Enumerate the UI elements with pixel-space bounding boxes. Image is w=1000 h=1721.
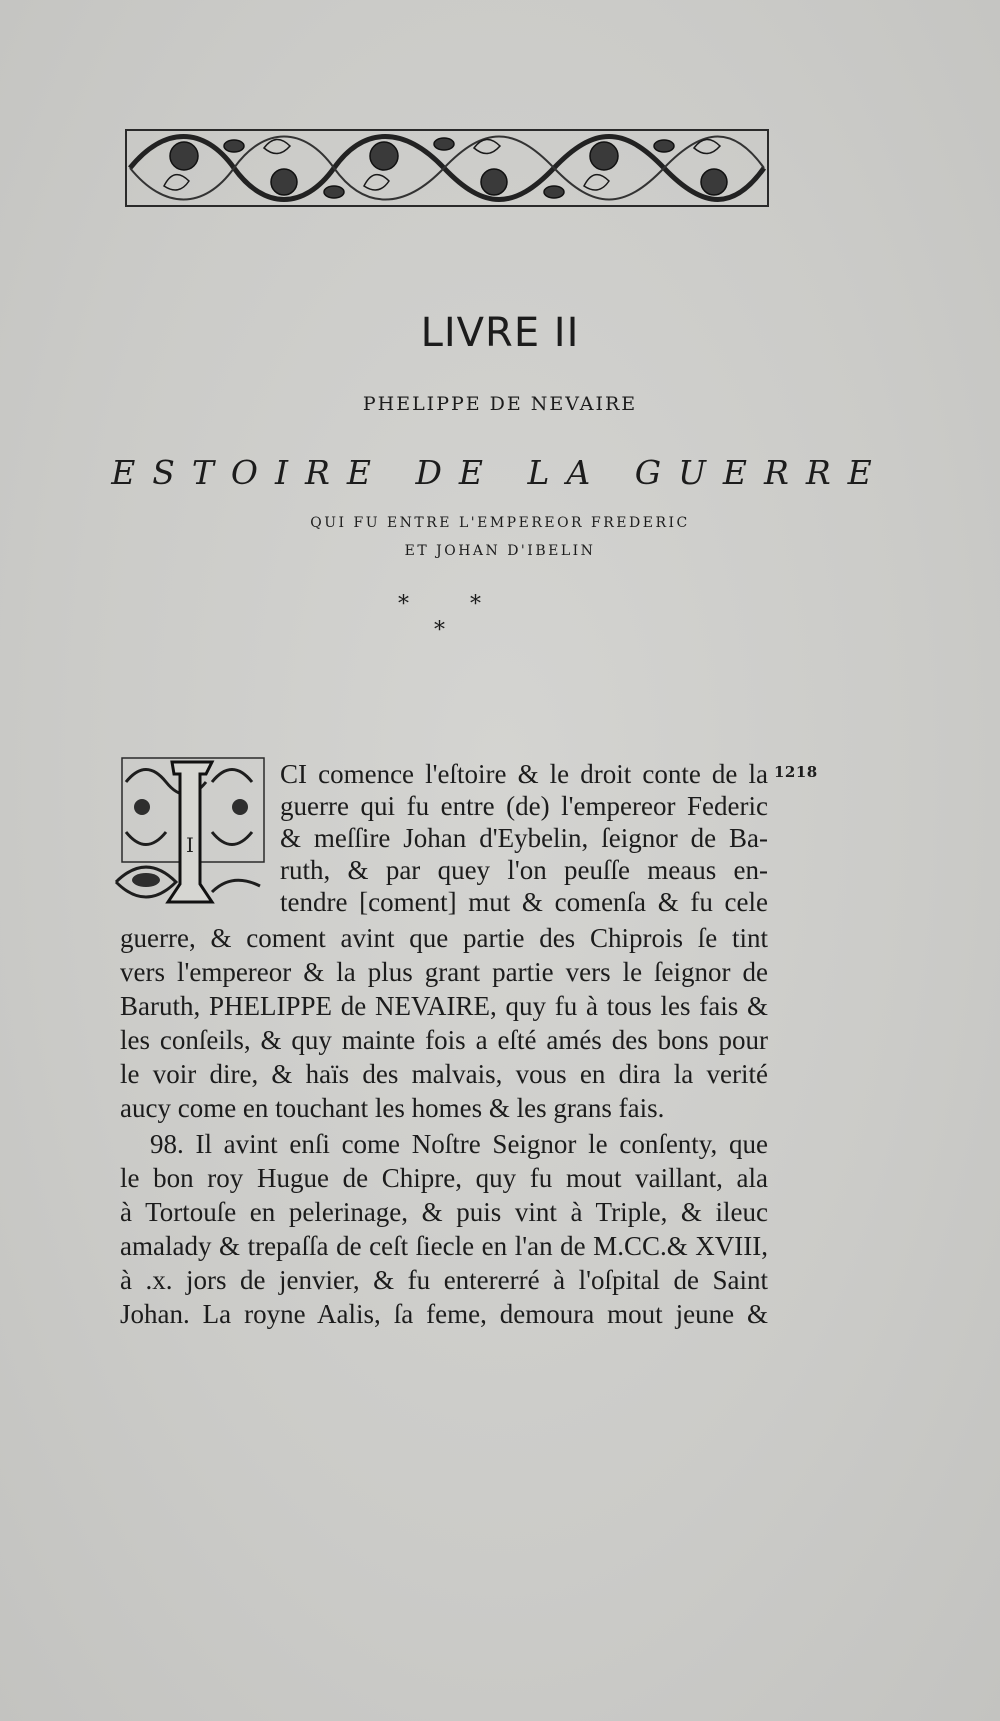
text-line: le voir dire, & haïs des malvais, vous en dira la verité bbox=[120, 1059, 768, 1089]
subtitle-line-2: ET JOHAN D'IBELIN bbox=[404, 543, 596, 559]
drop-cap-letter: I bbox=[186, 833, 194, 857]
text-line: ruth, & par quey l'on peuſſe meaus en- bbox=[280, 855, 768, 885]
asterism-star: * bbox=[434, 618, 445, 643]
subtitle-line-1: QUI FU ENTRE L'EMPEREOR FREDERIC bbox=[310, 515, 690, 531]
text-line: 98. Il avint enſi come Noſtre Seignor le conſenty, que bbox=[150, 1129, 768, 1159]
text-line: à Tortouſe en pelerinage, & puis vint à Triple, & ileuc bbox=[120, 1197, 768, 1227]
text-line: tendre [coment] mut & comenſa & fu cele bbox=[280, 887, 768, 917]
text-line: Johan. La royne Aalis, ſa feme, demoura mout jeune & bbox=[120, 1299, 768, 1329]
margin-year-note: 1218 bbox=[774, 763, 818, 781]
text-line: CI comence l'eſtoire & le droit conte de la bbox=[280, 759, 768, 789]
text-line: guerre qui fu entre (de) l'empereor Federic bbox=[280, 791, 768, 821]
text-line: à .x. jors de jenvier, & fu entererré à l'oſpital de Saint bbox=[120, 1265, 768, 1295]
text-line: vers l'empereor & la plus grant partie vers le ſeignor de bbox=[120, 957, 768, 987]
decorated-initial-letter bbox=[112, 752, 270, 914]
asterism-ornament bbox=[390, 592, 500, 652]
book-number-heading: LIVRE II bbox=[420, 310, 580, 356]
text-line: amalady & trepaſſa de ceſt ſiecle en l'an de M.CC.& XVIII, bbox=[120, 1231, 768, 1261]
text-line: guerre, & coment avint que partie des Chiprois ſe tint bbox=[120, 923, 768, 953]
work-title: ESTOIRE DE LA GUERRE bbox=[111, 453, 889, 492]
text-line: le bon roy Hugue de Chipre, quy fu mout vaillant, ala bbox=[120, 1163, 768, 1193]
text-line: aucy come en touchant les homes & les grans fais. bbox=[120, 1093, 665, 1123]
floral-headpiece-ornament bbox=[124, 116, 770, 220]
text-line: Baruth, PHELIPPE de NEVAIRE, quy fu à tous les fais & bbox=[120, 991, 768, 1021]
text-line: & meſſire Johan d'Eybelin, ſeignor de Ba- bbox=[280, 823, 768, 853]
text-line: les conſeils, & quy mainte fois a eſté amés des bons pour bbox=[120, 1025, 768, 1055]
asterism-star: * bbox=[470, 592, 481, 617]
asterism-star: * bbox=[398, 592, 409, 617]
author-heading: PHELIPPE DE NEVAIRE bbox=[362, 393, 638, 415]
